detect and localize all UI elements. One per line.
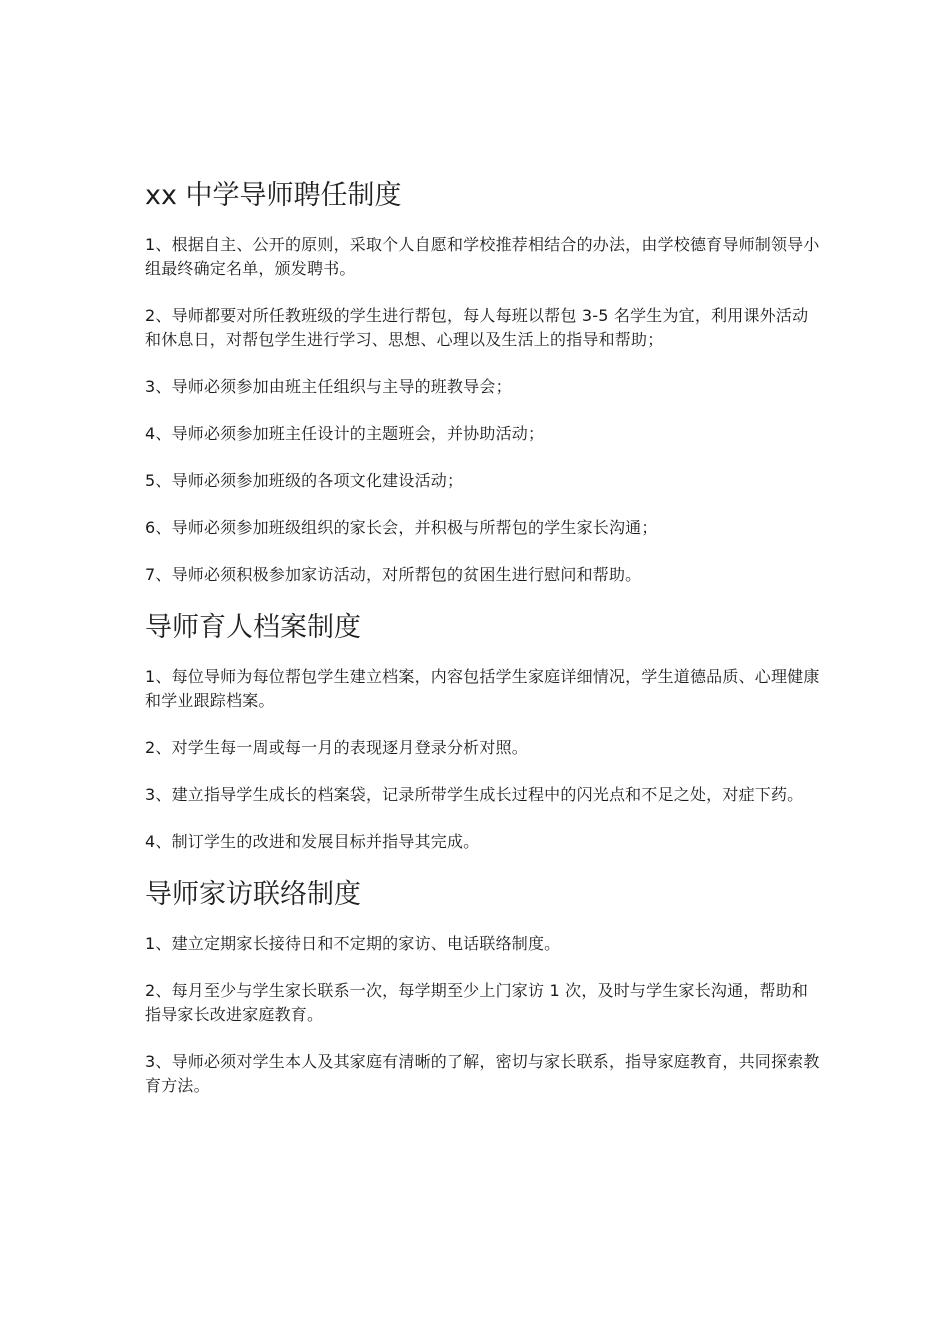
paragraph: 2、每月至少与学生家长联系一次，每学期至少上门家访 1 次，及时与学生家长沟通，帮助和指导家长改进家庭教育。: [145, 981, 809, 1024]
paragraph: 4、制订学生的改进和发展目标并指导其完成。: [145, 832, 480, 851]
section-title-archive: 导师育人档案制度: [145, 612, 361, 643]
paragraph: 1、每位导师为每位帮包学生建立档案，内容包括学生家庭详细情况，学生道德品质、心理健康和学业跟踪档案。: [145, 667, 820, 710]
paragraph: 7、导师必须积极参加家访活动，对所帮包的贫困生进行慰问和帮助。: [145, 565, 642, 584]
section-title-home-visit: 导师家访联络制度: [145, 879, 361, 910]
paragraph: 3、导师必须对学生本人及其家庭有清晰的了解，密切与家长联系，指导家庭教育，共同探索教育方法。: [145, 1052, 820, 1095]
paragraph: 5、导师必须参加班级的各项文化建设活动；: [145, 471, 464, 490]
paragraph: 1、建立定期家长接待日和不定期的家访、电话联络制度。: [145, 934, 561, 953]
paragraph: 3、建立指导学生成长的档案袋，记录所带学生成长过程中的闪光点和不足之处，对症下药。: [145, 785, 804, 804]
paragraph: 6、导师必须参加班级组织的家长会，并积极与所帮包的学生家长沟通；: [145, 518, 658, 537]
paragraph: 3、导师必须参加由班主任组织与主导的班教导会；: [145, 377, 512, 396]
document-body: [145, 176, 821, 1098]
section-title-appointment: xx 中学导师聘任制度: [145, 180, 402, 211]
paragraph: 4、导师必须参加班主任设计的主题班会，并协助活动；: [145, 424, 545, 443]
paragraph: 1、根据自主、公开的原则，采取个人自愿和学校推荐相结合的办法，由学校德育导师制领导小组最终确定名单，颁发聘书。: [145, 235, 820, 278]
paragraph: 2、对学生每一周或每一月的表现逐月登录分析对照。: [145, 738, 528, 757]
paragraph: 2、导师都要对所任教班级的学生进行帮包，每人每班以帮包 3-5 名学生为宜，利用课外活动和休息日，对帮包学生进行学习、思想、心理以及生活上的指导和帮助；: [145, 306, 809, 349]
